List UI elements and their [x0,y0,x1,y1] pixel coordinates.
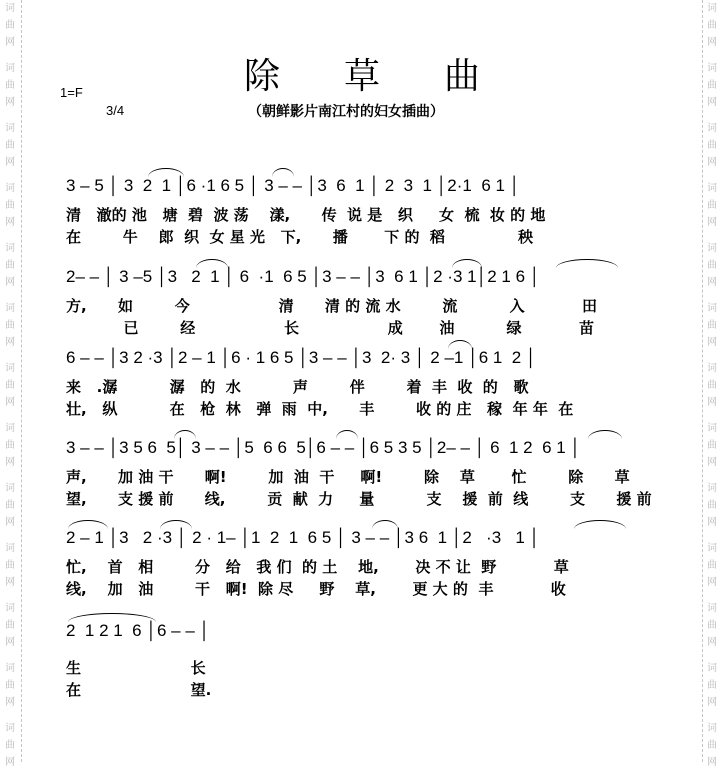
watermark-group [3,722,17,773]
watermark-char: 曲 [5,740,15,751]
watermark-char: 词 [5,483,15,494]
lyrics-verse-2: 壮, 纵 在 枪 林 弹 雨 中, 丰 收 的 庄 稼 年 年 在 [66,400,574,418]
lyrics-verse-1: 方, 如 今 清 清 的 流 水 流 入 田 [66,297,598,315]
watermark-char: 曲 [707,80,717,91]
watermark-char: 曲 [5,500,15,511]
watermark-char: 曲 [5,20,15,31]
watermark-char: 词 [707,603,717,614]
notation-line: 2 1 2 1 6 │6 – – │ [66,621,211,640]
watermark-char: 词 [5,303,15,314]
watermark-char: 词 [707,423,717,434]
slur [68,613,156,622]
watermark-char: 词 [5,3,15,14]
watermark-char: 曲 [5,680,15,691]
left-margin-line [21,0,22,762]
watermark-char: 网 [5,397,15,408]
watermark-group [3,302,17,353]
watermark-char: 网 [5,217,15,228]
watermark-group [705,242,719,293]
watermark-group [3,602,17,653]
lyrics-verse-2: 在 牛 郎 织 女 星 光 下, 播 下 的 稻 秧 [66,228,534,246]
lyrics-verse-1: 声, 加 油 干 啊! 加 油 干 啊! 除 草 忙 除 草 [66,468,630,486]
watermark-char: 曲 [707,560,717,571]
watermark-char: 曲 [5,200,15,211]
watermark-char: 网 [707,337,717,348]
slur [452,259,482,268]
notation-line: 2 – 1 │3 2 ·3 │ 2 · 1– │1 2 1 6 5 │ 3 – – │3 6 1 │2 ·3 1 │ [66,528,541,547]
watermark-char: 网 [707,697,717,708]
lyrics-verse-2: 线, 加 油 干 啊! 除 尽 野 草, 更 大 的 丰 收 [66,580,566,598]
watermark-char: 网 [5,637,15,648]
watermark-char: 词 [707,123,717,134]
slur [336,430,358,439]
watermark-char: 网 [707,457,717,468]
lyrics-verse-1: 清 澈的 池 塘 碧 波 荡 漾, 传 说 是 织 女 梳 妆 的 地 [66,206,546,224]
watermark-char: 网 [707,277,717,288]
watermark-char: 网 [5,277,15,288]
slur [588,430,622,439]
watermark-char: 曲 [707,680,717,691]
watermark-char: 曲 [5,440,15,451]
watermark-char: 网 [5,157,15,168]
watermark-char: 网 [5,577,15,588]
watermark-group [705,542,719,593]
watermark-group [3,662,17,713]
notation-line: 6 – – │3 2 ·3 │2 – 1 │6 · 1 6 5 │3 – – │3 2· 3 │ 2 –1 │6 1 2 │ [66,348,537,367]
watermark-char: 曲 [707,500,717,511]
slur [174,430,196,439]
watermark-char: 曲 [707,380,717,391]
watermark-char: 词 [5,723,15,734]
watermark-char: 曲 [5,140,15,151]
watermark-char: 网 [5,517,15,528]
watermark-char: 网 [707,157,717,168]
watermark-char: 网 [707,97,717,108]
watermark-char: 曲 [5,380,15,391]
watermark-char: 网 [707,37,717,48]
watermark-char: 词 [5,363,15,374]
watermark-group [3,242,17,293]
notation-line: 3 – – │3 5 6 5│ 3 – – │5 6 6 5│6 – – │6 5 3 5 │2– – │ 6 1 2 6 1 │ [66,438,582,457]
watermark-group [3,122,17,173]
lyrics-verse-1: 生 长 [66,659,206,677]
slur [196,259,228,268]
watermark-group [705,122,719,173]
watermark-char: 词 [5,603,15,614]
watermark-group [705,302,719,353]
watermark-char: 曲 [707,320,717,331]
lyrics-verse-2: 已 经 长 成 油 绿 苗 [66,319,594,337]
watermark-char: 词 [5,63,15,74]
watermark-char: 词 [707,63,717,74]
watermark-char: 网 [5,97,15,108]
watermark-char: 曲 [707,440,717,451]
watermark-char: 曲 [5,260,15,271]
watermark-char: 网 [707,517,717,528]
watermark-char: 词 [5,543,15,554]
watermark-char: 词 [5,663,15,674]
slur [148,168,184,177]
watermark-char: 网 [707,217,717,228]
song-subtitle: （朝鲜影片南江村的妇女插曲） [248,104,444,120]
watermark-char: 词 [5,183,15,194]
watermark-group [3,2,17,53]
watermark-group [705,602,719,653]
watermark-group [705,2,719,53]
watermark-group [3,422,17,473]
watermark-char: 词 [5,123,15,134]
watermark-char: 词 [707,303,717,314]
time-signature: 3/4 [106,103,125,118]
slur [68,520,108,529]
watermark-group [705,182,719,233]
watermark-char: 曲 [707,20,717,31]
song-title: 除草曲 [243,56,544,97]
watermark-group [705,662,719,713]
watermark-char: 网 [5,337,15,348]
slur [574,520,626,529]
watermark-group [3,542,17,593]
slur [372,520,398,529]
watermark-char: 曲 [707,620,717,631]
lyrics-verse-2: 望, 支 援 前 线, 贡 献 力 量 支 援 前 线 支 援 前 [66,490,652,508]
watermark-group [705,362,719,413]
watermark-char: 词 [707,363,717,374]
watermark-char: 曲 [707,260,717,271]
lyrics-verse-1: 忙, 首 相 分 给 我 们 的 土 地, 决 不 让 野 草 [66,558,569,576]
slur [272,168,294,177]
lyrics-verse-2: 在 望. [66,681,212,699]
watermark-char: 词 [707,543,717,554]
watermark-char: 曲 [5,560,15,571]
watermark-char: 网 [707,637,717,648]
watermark-char: 网 [707,757,717,768]
watermark-char: 曲 [707,140,717,151]
watermark-char: 词 [707,663,717,674]
slur [160,520,192,529]
watermark-char: 曲 [707,200,717,211]
watermark-char: 网 [5,37,15,48]
watermark-char: 词 [707,183,717,194]
key-signature: 1=F [60,85,83,100]
watermark-char: 词 [707,243,717,254]
watermark-char: 曲 [5,320,15,331]
watermark-char: 词 [5,243,15,254]
watermark-char: 词 [707,723,717,734]
watermark-group [705,482,719,533]
watermark-group [3,362,17,413]
watermark-group [705,722,719,773]
slur [556,259,618,268]
watermark-char: 曲 [5,80,15,91]
watermark-char: 词 [707,3,717,14]
slur [448,340,472,349]
watermark-group [3,182,17,233]
watermark-char: 网 [5,457,15,468]
watermark-char: 词 [5,423,15,434]
watermark-char: 曲 [707,740,717,751]
watermark-char: 词 [707,483,717,494]
watermark-char: 网 [707,577,717,588]
watermark-group [3,482,17,533]
lyrics-verse-1: 来 .潺 潺 的 水 声 伴 着 丰 收 的 歌 [66,378,529,396]
watermark-group [705,422,719,473]
watermark-char: 曲 [5,620,15,631]
watermark-char: 网 [707,397,717,408]
notation-line: 3 – 5 │ 3 2 1 │6 ·1 6 5 │ 3 – – │3 6 1 │ 2 3 1 │2·1 6 1 │ [66,176,521,195]
watermark-char: 网 [5,697,15,708]
notation-line: 2– – │ 3 –5 │3 2 1 │ 6 ·1 6 5 │3 – – │3 6 1 │2 ·3 1│2 1 6 │ [66,267,541,286]
right-margin-line [702,0,703,762]
watermark-char: 网 [5,757,15,768]
